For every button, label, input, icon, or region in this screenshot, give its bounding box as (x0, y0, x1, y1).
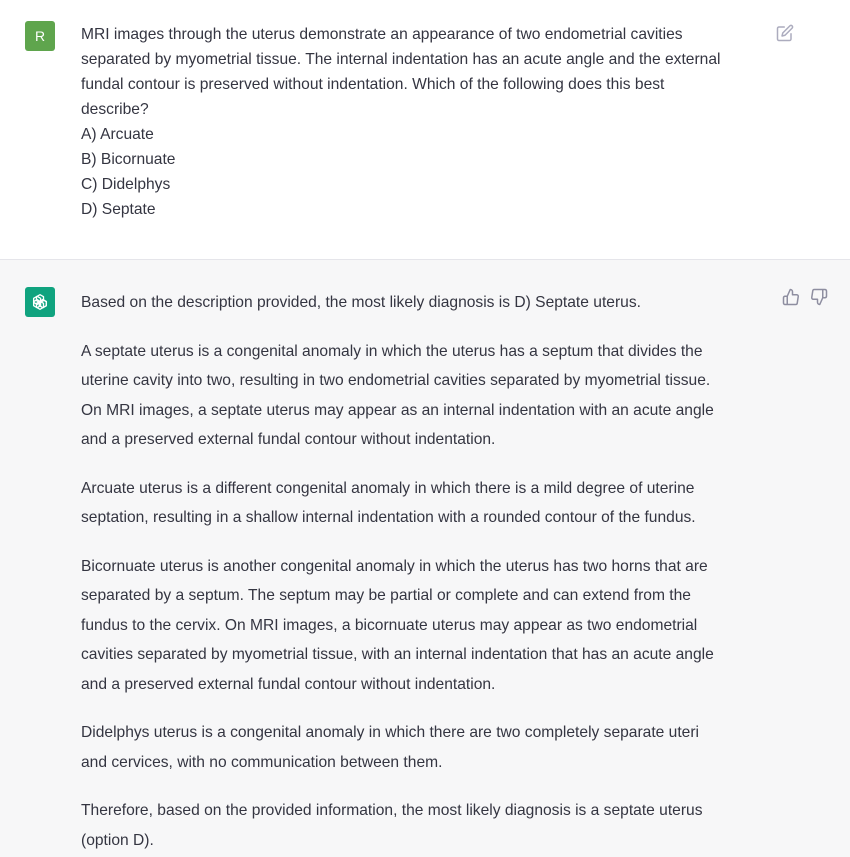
answer-paragraph (81, 474, 771, 533)
question-line: separated by myometrial tissue. The internal indentation has an acute angle and the external (81, 51, 721, 68)
thumbs-up-button[interactable] (782, 288, 800, 306)
answer-line: (option D). (81, 831, 154, 849)
edit-icon (776, 24, 794, 42)
openai-logo-icon (30, 292, 50, 312)
answer-line: Arcuate uterus is a different congenital anomaly in which there is a mild degree of uterine (81, 479, 695, 497)
answer-line: and a preserved external fundal contour without indentation. (81, 675, 496, 693)
answer-line: cavities separated by myometrial tissue, with an internal indentation that has an acute angle (81, 646, 714, 663)
answer-line: Based on the description provided, the most likely diagnosis is D) Septate uterus. (81, 294, 641, 311)
edit-message-button[interactable] (776, 24, 796, 44)
answer-paragraph (81, 288, 771, 318)
option-a: A) Arcuate (81, 126, 154, 143)
answer-line: On MRI images, a septate uterus may appear as an internal indentation with an acute angle (81, 401, 714, 419)
user-question (81, 22, 771, 222)
answer-line: septation, resulting in a shallow internal indentation with a rounded contour of the fundus. (81, 509, 696, 526)
answer-line: and a preserved external fundal contour without indentation. (81, 431, 496, 448)
assistant-avatar (25, 287, 55, 317)
answer-line: Bicornuate uterus is another congenital anomaly in which the uterus has two horns that are (81, 557, 708, 575)
answer-paragraph (81, 718, 771, 777)
answer-line: separated by a septum. The septum may be partial or complete and can extend from the (81, 587, 691, 604)
user-avatar (25, 21, 55, 51)
answer-paragraph (81, 337, 771, 455)
answer-paragraph (81, 796, 771, 855)
question-line: fundal contour is preserved without indentation. Which of the following does this best (81, 76, 665, 93)
answer-line: and cervices, with no communication between them. (81, 753, 443, 771)
answer-line: fundus to the cervix. On MRI images, a bicornuate uterus may appear as two endometrial (81, 616, 698, 634)
answer-paragraph (81, 552, 771, 700)
answer-line: A septate uterus is a congenital anomaly in which the uterus has a septum that divides the (81, 342, 703, 360)
thumbs-up-icon (782, 288, 800, 306)
user-message-row (0, 0, 850, 260)
user-avatar-letter: R (34, 28, 46, 44)
option-c: C) Didelphys (81, 176, 171, 193)
option-d: D) Septate (81, 201, 156, 218)
thumbs-down-icon (810, 288, 828, 306)
feedback-buttons (782, 288, 828, 306)
thumbs-down-button[interactable] (810, 288, 828, 306)
answer-line: Didelphys uterus is a congenital anomaly in which there are two completely separate uteri (81, 724, 700, 741)
question-line: describe? (81, 101, 149, 118)
option-b: B) Bicornuate (81, 151, 176, 168)
answer-line: uterine cavity into two, resulting in two endometrial cavities separated by myometrial tissue. (81, 372, 711, 389)
question-line: MRI images through the uterus demonstrate an appearance of two endometrial cavities (81, 26, 683, 43)
answer-line: Therefore, based on the provided information, the most likely diagnosis is a septate uterus (81, 802, 703, 819)
assistant-answer (81, 288, 771, 857)
